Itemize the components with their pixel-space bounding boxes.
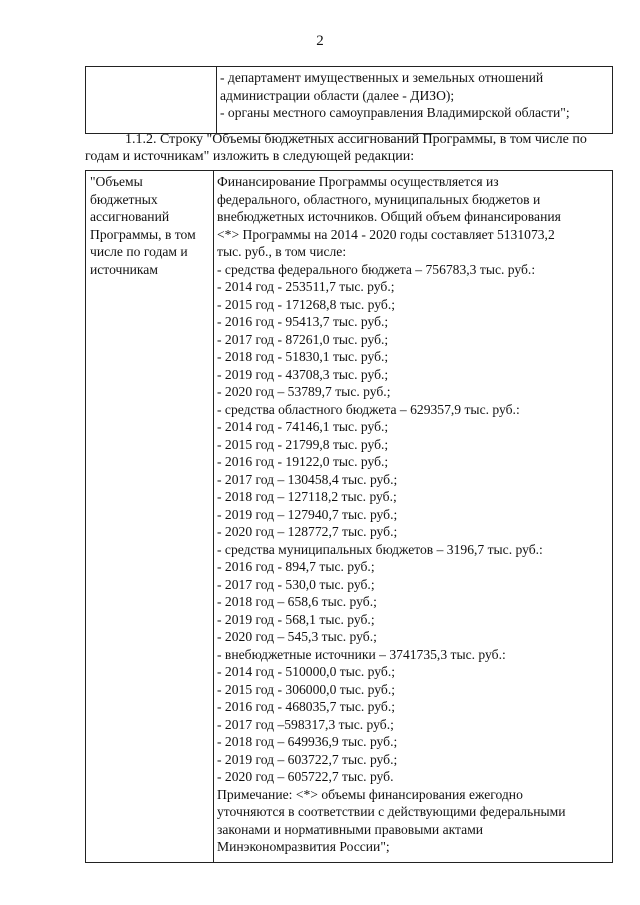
financing-line: - 2020 год – 605722,7 тыс. руб.: [217, 769, 394, 784]
financing-line: - 2018 год - 51830,1 тыс. руб.;: [217, 349, 389, 364]
paragraph-line: 1.1.2. Строку "Объемы бюджетных ассигнований Программы, в том числе по: [125, 132, 587, 147]
financing-line: - 2016 год - 468035,7 тыс. руб.;: [217, 699, 395, 714]
table-row: [86, 67, 613, 134]
financing-line: - 2018 год – 658,6 тыс. руб.;: [217, 594, 377, 609]
financing-table: [85, 170, 613, 863]
financing-line: Финансирование Программы осуществляется из: [217, 174, 499, 189]
financing-line: - 2018 год – 127118,2 тыс. руб.;: [217, 489, 397, 504]
financing-line: федерального, областного, муниципальных бюджетов и: [217, 191, 541, 207]
heading-line: Программы, в том: [90, 226, 196, 242]
financing-line: - 2015 год - 21799,8 тыс. руб.;: [217, 436, 389, 452]
financing-line: - 2016 год - 95413,7 тыс. руб.;: [217, 314, 389, 329]
financing-line: - 2017 год - 87261,0 тыс. руб.;: [217, 331, 389, 347]
top-table-line: администрации области (далее - ДИЗО);: [220, 87, 455, 103]
financing-line: - 2014 год - 74146,1 тыс. руб.;: [217, 419, 389, 434]
financing-line: - 2019 год - 43708,3 тыс. руб.;: [217, 366, 389, 382]
page-number: 2: [316, 33, 324, 49]
financing-line: - 2015 год - 171268,8 тыс. руб.;: [217, 296, 395, 312]
financing-line: - 2017 год –598317,3 тыс. руб.;: [217, 716, 394, 732]
heading-line: "Объемы: [90, 174, 143, 189]
financing-line: - 2020 год – 53789,7 тыс. руб.;: [217, 384, 391, 399]
financing-line: - 2017 год - 530,0 тыс. руб.;: [217, 576, 375, 592]
financing-line: - 2020 год – 545,3 тыс. руб.;: [217, 629, 377, 644]
top-table-left-cell: [86, 67, 217, 134]
financing-line: - 2016 год - 19122,0 тыс. руб.;: [217, 454, 389, 469]
financing-line: <*> Программы на 2014 - 2020 годы составляет 5131073,2: [217, 226, 555, 242]
top-table-line: - департамент имущественных и земельных отношений: [220, 70, 544, 85]
top-table-line: - органы местного самоуправления Владимирской области";: [220, 105, 570, 120]
table-row: [86, 171, 613, 863]
heading-line: ассигнований: [90, 209, 170, 224]
financing-line: - 2019 год – 603722,7 тыс. руб.;: [217, 751, 398, 767]
heading-line: числе по годам и: [90, 244, 188, 259]
financing-line: - 2019 год - 568,1 тыс. руб.;: [217, 611, 375, 627]
financing-line: - внебюджетные источники – 3741735,3 тыс. руб.:: [217, 646, 506, 662]
financing-line: - средства областного бюджета – 629357,9 тыс. руб.:: [217, 401, 520, 417]
financing-line: - 2018 год – 649936,9 тыс. руб.;: [217, 734, 398, 749]
paragraph-line: годам и источникам" изложить в следующей редакции:: [85, 149, 415, 164]
financing-line: - 2017 год – 130458,4 тыс. руб.;: [217, 471, 398, 487]
financing-line: - 2019 год – 127940,7 тыс. руб.;: [217, 506, 398, 522]
financing-line: - 2020 год – 128772,7 тыс. руб.;: [217, 524, 398, 539]
financing-line: Минэкономразвития России";: [217, 839, 390, 854]
financing-line: - 2014 год - 253511,7 тыс. руб.;: [217, 279, 395, 294]
financing-details-cell: [214, 171, 613, 863]
financing-line: - средства муниципальных бюджетов – 3196,7 тыс. руб.:: [217, 541, 543, 557]
heading-line: источникам: [90, 261, 158, 277]
financing-heading-cell: [86, 171, 214, 863]
financing-line: - средства федерального бюджета – 756783,3 тыс. руб.:: [217, 261, 536, 277]
financing-line: Примечание: <*> объемы финансирования ежегодно: [217, 786, 523, 802]
top-table-fragment: [85, 66, 613, 134]
financing-line: тыс. руб., в том числе:: [217, 244, 347, 259]
financing-line: уточняются в соответствии с действующими федеральными: [217, 804, 566, 819]
financing-line: внебюджетных источников. Общий объем финансирования: [217, 209, 561, 224]
financing-line: - 2016 год - 894,7 тыс. руб.;: [217, 559, 375, 574]
heading-line: бюджетных: [90, 191, 158, 207]
financing-line: - 2015 год - 306000,0 тыс. руб.;: [217, 681, 395, 697]
financing-line: - 2014 год - 510000,0 тыс. руб.;: [217, 664, 395, 679]
amendment-paragraph: [85, 131, 620, 165]
top-table-right-cell: [217, 67, 613, 134]
financing-line: законами и нормативными правовыми актами: [217, 821, 484, 837]
